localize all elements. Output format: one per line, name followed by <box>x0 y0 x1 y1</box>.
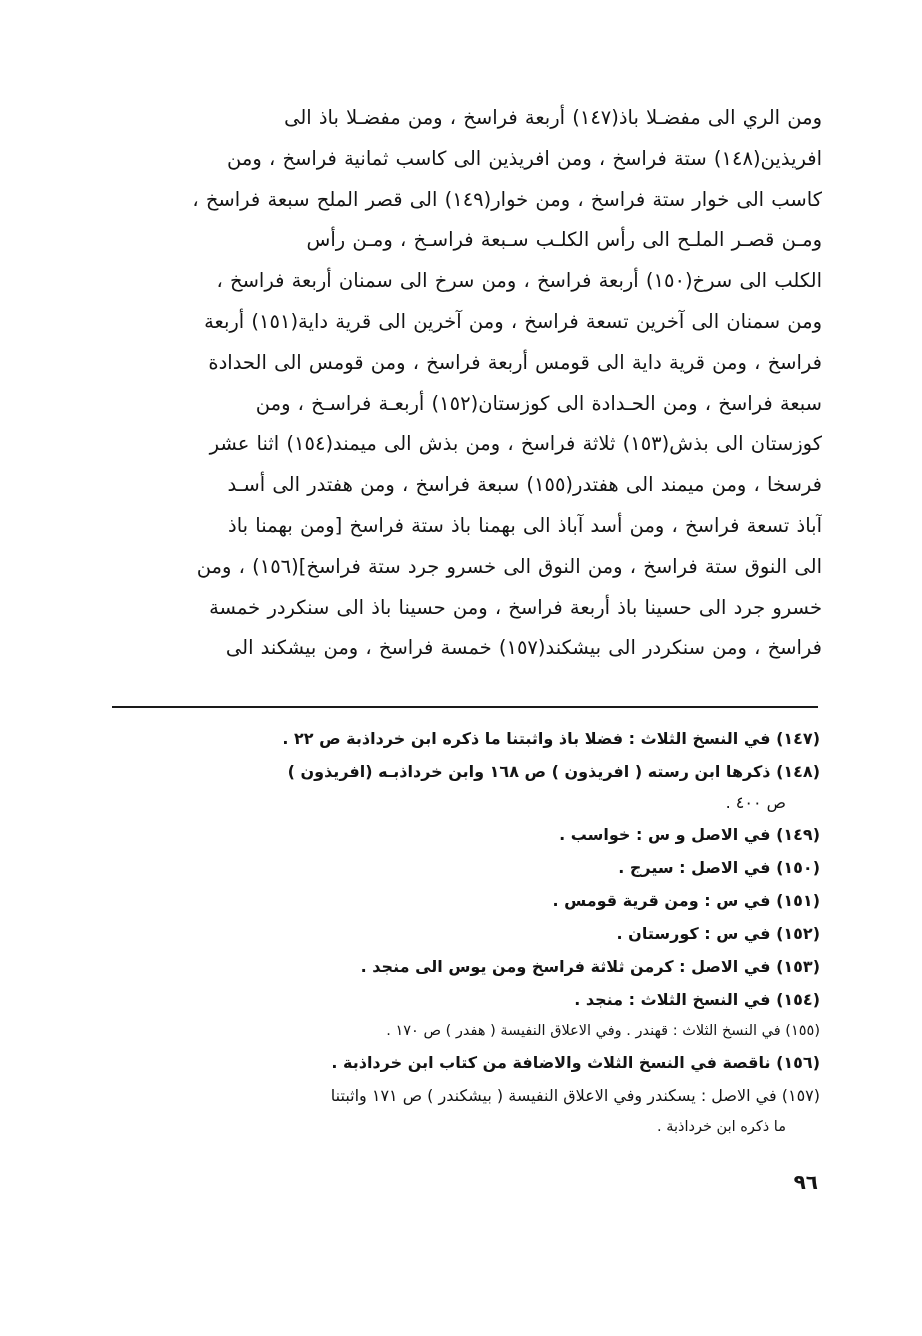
body-line: آباذ تسعة فراسخ ، ومن أسد آباذ الى بهمنا باذ ستة فراسخ [ومن بهمنا باذ <box>228 513 822 537</box>
footnote-156: (١٥٦) ناقصة في النسخ الثلاث والاضافة من كتاب ابن خرداذبة . <box>331 1053 820 1072</box>
footnote-154: (١٥٤) في النسخ الثلاث : منجد . <box>574 990 820 1009</box>
body-line: سبعة فراسخ ، ومن الحـدادة الى كوزستان(١٥٢) أربعـة فراسـخ ، ومن <box>255 391 822 415</box>
body-line: كاسب الى خوار ستة فراسخ ، ومن خوار(١٤٩) الى قصر الملح سبعة فراسخ ، <box>192 187 822 211</box>
body-line: ومـن قصـر الملـح الى رأس الكلـب سـبعة فراسـخ ، ومـن رأس <box>306 228 822 252</box>
footnote-divider <box>112 706 818 708</box>
footnote-147: (١٤٧) في النسخ الثلاث : فضلا باذ واثبتنا ما ذكره ابن خرداذبة ص ٢٢ . <box>282 729 820 748</box>
footnote-153: (١٥٣) في الاصل : كرمن ثلاثة فراسخ ومن يوس الى منجد . <box>360 957 820 976</box>
body-line: ومن سمنان الى آخرين تسعة فراسخ ، ومن آخرين الى قرية داية(١٥١) أربعة <box>204 309 822 333</box>
main-body-text <box>108 98 822 669</box>
body-line: كوزستان الى بذش(١٥٣) ثلاثة فراسخ ، ومن بذش الى ميمند(١٥٤) اثنا عشر <box>209 432 822 456</box>
body-line: فرسخا ، ومن ميمند الى هفتدر(١٥٥) سبعة فراسخ ، ومن هفتدر الى أسـد <box>227 473 822 497</box>
footnote-148: (١٤٨) ذكرها ابن رسته ( افريذون ) ص ١٦٨ وابن خرداذبـه (افريذون ) <box>287 762 820 781</box>
body-line: الى النوق ستة فراسخ ، ومن النوق الى خسرو جرد ستة فراسخ](١٥٦) ، ومن <box>196 554 822 578</box>
footnote-157: (١٥٧) في الاصل : يسكندر وفي الاعلاق النفيسة ( بيشكندر ) ص ١٧١ واثبتنا <box>330 1086 820 1105</box>
body-line: ومن الري الى مفضـلا باذ(١٤٧) أربعة فراسخ ، ومن مفضـلا باذ الى <box>284 106 822 129</box>
footnote-151: (١٥١) في س : ومن قرية قومس . <box>552 891 820 910</box>
footnote-148-continuation: ص ٤٠٠ . <box>725 793 786 812</box>
page-number: ٩٦ <box>793 1170 818 1194</box>
footnote-149: (١٤٩) في الاصل و س : خواسب . <box>559 825 820 844</box>
body-line: فراسخ ، ومن سنكردر الى بيشكند(١٥٧) خمسة فراسخ ، ومن بيشكند الى <box>225 636 822 660</box>
body-line: فراسخ ، ومن قرية داية الى قومس أربعة فراسخ ، ومن قومس الى الحدادة <box>208 350 822 374</box>
footnote-155: (١٥٥) في النسخ الثلاث : قهندر . وفي الاعلاق النفيسة ( هفدر ) ص ١٧٠ . <box>386 1023 820 1039</box>
footnote-152: (١٥٢) في س : كورستان . <box>616 924 820 943</box>
footnote-157-continuation: ما ذكره ابن خرداذبة . <box>656 1119 786 1135</box>
footnote-150: (١٥٠) في الاصل : سيرج . <box>618 858 820 877</box>
body-line: افريذين(١٤٨) ستة فراسخ ، ومن افريذين الى كاسب ثمانية فراسخ ، ومن <box>227 146 822 170</box>
body-line: الكلب الى سرخ(١٥٠) أربعة فراسخ ، ومن سرخ الى سمنان أربعة فراسخ ، <box>216 269 822 293</box>
body-line: خسرو جرد الى حسينا باذ أربعة فراسخ ، ومن حسينا باذ الى سنكردر خمسة <box>209 595 822 619</box>
footnotes-section <box>108 722 820 1142</box>
